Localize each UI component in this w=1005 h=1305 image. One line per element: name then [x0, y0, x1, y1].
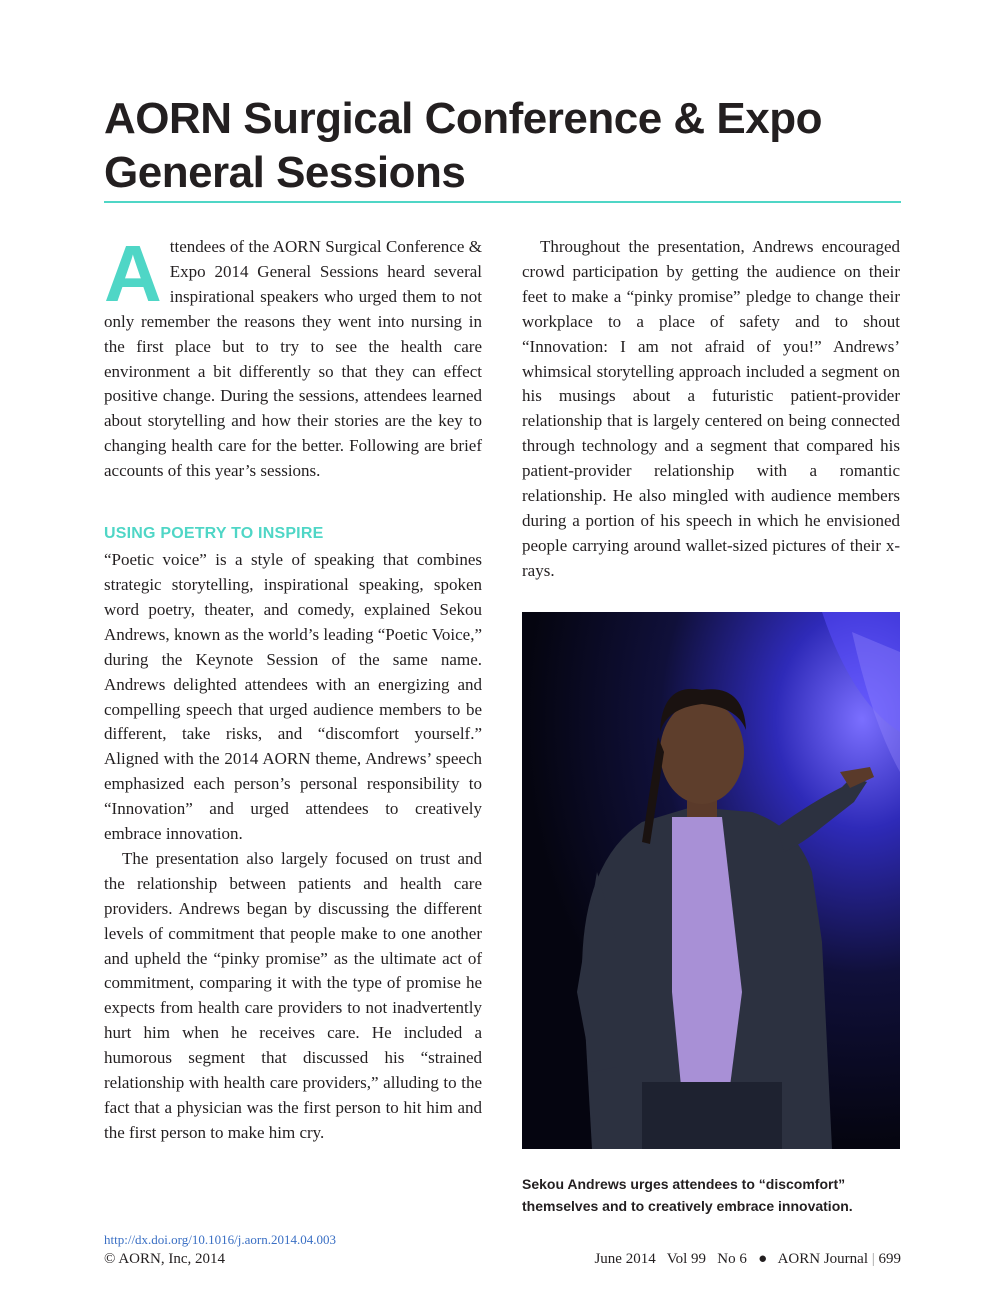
intro-paragraph	[104, 229, 482, 484]
issue-info	[594, 1251, 901, 1268]
section-heading: USING POETRY TO INSPIRE	[104, 525, 324, 543]
drop-cap: A	[104, 229, 162, 318]
article-title	[104, 92, 904, 200]
speaker-illustration	[522, 612, 900, 1149]
speaker-photo	[522, 612, 900, 1149]
body-paragraph-2: The presentation also largely focused on trust and the relationship between patients and health care providers. Andrews began by discussing the different levels of commitment that people make to one another and upheld the “pinky promise” as the ultimate act of commitment, comparing it with the type of promise he expects from health care providers to not inadvertently hurt him when he receives care. He included a humorous segment that discussed his “strained relationship with health care providers,” alluding to the fact that a physician was the first person to hit him and the first person to make him cry.	[104, 848, 482, 1142]
title-line-1: AORN Surgical Conference & Expo	[104, 94, 822, 143]
photo-caption: Sekou Andrews urges attendees to “discomfort” themselves and to creatively embrace innovation.	[522, 1176, 853, 1214]
right-column	[522, 235, 900, 584]
title-divider	[104, 201, 901, 203]
footer-separator: |	[871, 1251, 875, 1267]
page-number: 699	[878, 1251, 901, 1267]
title-line-2: General Sessions	[104, 148, 466, 197]
issue-details: June 2014 Vol 99 No 6 ● AORN Journal	[594, 1251, 868, 1267]
body-paragraph-1: “Poetic voice” is a style of speaking that combines strategic storytelling, inspirational speaking, spoken word poetry, theater, and comedy, explained Sekou Andrews, known as the world’s leading “Poetic Voice,” during the Keynote Session of the same name. Andrews delighted attendees with an energizing and compelling speech that urged audience members to be different, take risks, and “discomfort yourself.” Aligned with the 2014 AORN theme, Andrews’ speech emphasized each person’s personal responsibility to “Innovation” and urged attendees to creatively embrace innovation.	[104, 550, 482, 844]
doi-link[interactable]: http://dx.doi.org/10.1016/j.aorn.2014.04.003	[104, 1232, 336, 1247]
intro-text: ttendees of the AORN Surgical Conference & Expo 2014 General Sessions heard several inspirational speakers who urged them to not only remember the reasons they went into nursing in the first place but to try to see the health care environment a bit differently so that they can effect positive change. During the sessions, attendees learned about storytelling and how their stories are the key to changing health care for the better. Following are brief accounts of this year’s sessions.	[104, 237, 482, 481]
body-paragraph-3: Throughout the presentation, Andrews encouraged crowd participation by getting the audience on their feet to make a “pinky promise” pledge to change their workplace to a place of safety and to shout “Innovation: I am not afraid of you!” Andrews’ whimsical storytelling approach included a segment on his musings about a futuristic patient-provider relationship that is largely centered on being connected through technology and a segment that compared his patient-provider relationship with a romantic relationship. He also mingled with audience members during a portion of his speech in which he envisioned people carrying around wallet-sized pictures of their x-rays.	[522, 237, 900, 580]
copyright: © AORN, Inc, 2014	[104, 1251, 225, 1267]
left-column	[104, 229, 482, 1146]
